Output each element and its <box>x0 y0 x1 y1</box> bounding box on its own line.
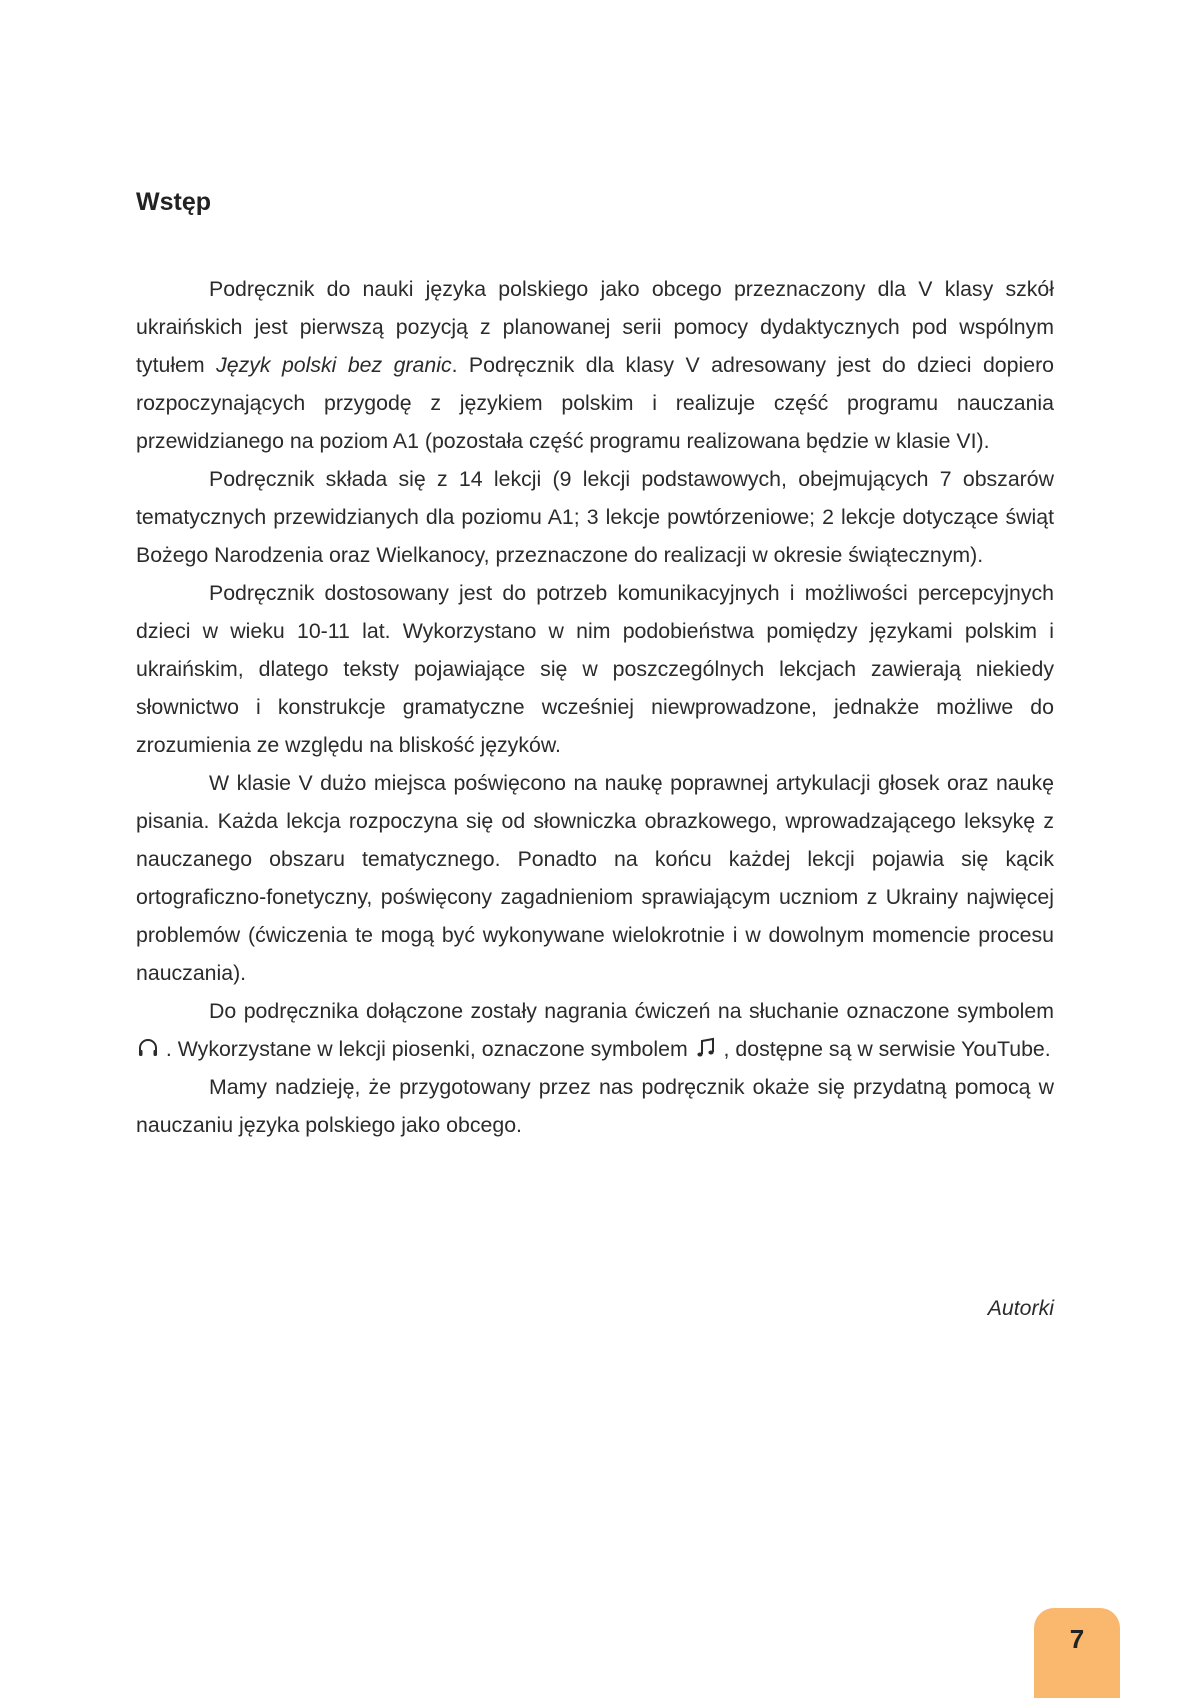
page-number: 7 <box>1069 1624 1085 1654</box>
headphones-icon <box>136 1036 160 1060</box>
paragraph-6: Mamy nadzieję, że przygotowany przez nas podręcznik okaże się przydatną pomocą w nauczaniu języka polskiego jako obcego. <box>136 1075 1054 1137</box>
paragraph-5-text-a: Do podręcznika dołączone zostały nagrania ćwiczeń na słuchanie oznaczone symbolem <box>209 999 1054 1023</box>
page-heading: Wstęp <box>136 188 211 216</box>
paragraph-1 <box>136 270 1054 460</box>
introduction-body <box>136 270 1054 1144</box>
paragraph-1-text-a: Podręcznik do nauki języka polskiego jako obcego przeznaczony dla V klasy szkół ukraińskich jest pierwszą pozycją z planowanej serii pomocy dydaktycznych pod wspólnym tytułem <box>136 277 1054 377</box>
music-note-icon <box>694 1036 718 1060</box>
signature: Autorki <box>987 1296 1054 1320</box>
paragraph-4: W klasie V dużo miejsca poświęcono na naukę poprawnej artykulacji głosek oraz naukę pisania. Każda lekcja rozpoczyna się od słowniczka obrazkowego, wprowadzającego leksykę z nauczanego obszaru tematycznego. Ponadto na końcu każdej lekcji pojawia się kącik ortograficzno-fonetyczny, poświęcony zagadnieniom sprawiającym uczniom z Ukrainy najwięcej problemów (ćwiczenia te mogą być wykonywane wielokrotnie i w dowolnym momencie procesu nauczania). <box>136 771 1054 985</box>
paragraph-5-text-c: , dostępne są w serwisie YouTube. <box>717 1037 1051 1061</box>
paragraph-5 <box>136 992 1054 1068</box>
paragraph-1-text-b: . Podręcznik dla klasy V adresowany jest do dzieci dopiero rozpoczynających przygodę z językiem polskim i realizuje część programu nauczania przewidzianego na poziom A1 (pozostała część programu realizowana będzie w klasie VI). <box>136 353 1055 453</box>
page-number-tab <box>1034 1608 1120 1698</box>
paragraph-3: Podręcznik dostosowany jest do potrzeb komunikacyjnych i możliwości percepcyjnych dzieci w wieku 10-11 lat. Wykorzystano w nim podobieństwa pomiędzy językami polskim i ukraińskim, dlatego teksty pojawiające się w poszczególnych lekcjach zawierają niekiedy słownictwo i konstrukcje gramatyczne wcześniej niewprowadzone, jednakże możliwe do zrozumienia ze względu na bliskość języków. <box>136 581 1054 757</box>
paragraph-2: Podręcznik składa się z 14 lekcji (9 lekcji podstawowych, obejmujących 7 obszarów tematycznych przewidzianych dla poziomu A1; 3 lekcje powtórzeniowe; 2 lekcje dotyczące świąt Bożego Narodzenia oraz Wielkanocy, przeznaczone do realizacji w okresie świątecznym). <box>136 467 1054 567</box>
book-title: Język polski bez granic <box>216 353 452 377</box>
paragraph-5-text-b: . Wykorzystane w lekcji piosenki, oznaczone symbolem <box>160 1037 694 1061</box>
